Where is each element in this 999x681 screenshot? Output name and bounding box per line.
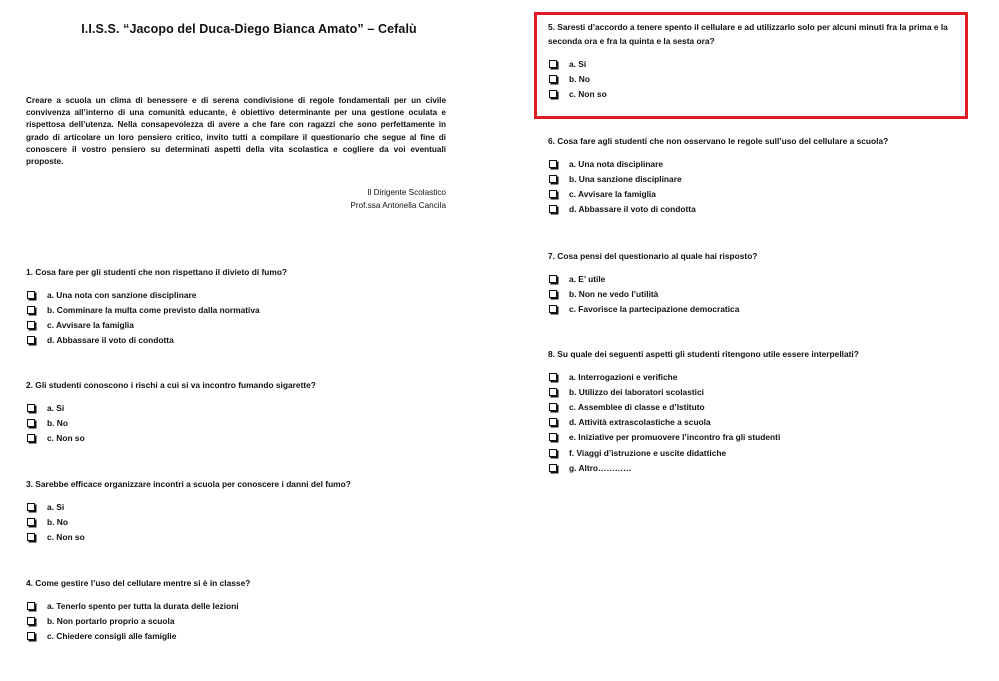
checkbox-icon[interactable]: [27, 291, 35, 299]
question-text: 3. Sarebbe efficace organizzare incontri a scuola per conoscere i danni del fumo?: [26, 479, 351, 489]
option[interactable]: [26, 302, 456, 317]
checkbox-icon[interactable]: [549, 403, 557, 411]
checkbox-icon[interactable]: [549, 75, 557, 83]
option[interactable]: [26, 613, 456, 628]
option-label: b. Non portarlo proprio a scuola: [47, 615, 175, 626]
question-1: [26, 265, 456, 348]
option-label: b. Comminare la multa come previsto dalla normativa: [47, 304, 260, 315]
option[interactable]: [548, 56, 960, 71]
checkbox-icon[interactable]: [549, 160, 557, 168]
option-label: a. Si: [569, 58, 587, 69]
question-text: 7. Cosa pensi del questionario al quale hai risposto?: [548, 251, 758, 261]
option-label: c. Avvisare la famiglia: [569, 188, 656, 199]
checkbox-icon[interactable]: [549, 464, 557, 472]
checkbox-icon[interactable]: [27, 518, 35, 526]
question-2: [26, 378, 456, 446]
checkbox-icon[interactable]: [549, 190, 557, 198]
checkbox-icon[interactable]: [549, 433, 557, 441]
option-label: c. Assemblee di classe e d’Istituto: [569, 401, 705, 412]
checkbox-icon[interactable]: [549, 175, 557, 183]
question-text: 8. Su quale dei seguenti aspetti gli studenti ritengono utile essere interpellati?: [548, 349, 859, 359]
intro-paragraph: Creare a scuola un clima di benessere e di serena condivisione di regole fondamentali per un civile convivenza all’interno di una comunità educante, è obiettivo determinante per una gestione oculata e rispettosa dell’utenza. Nella consapevolezza di avere a che fare con ragazzi che sono perfettamente in grado di articolare un loro pensiero critico, invito tutti a compilare il questionario che segue al fine di conoscere il vostro pensiero su determinati aspetti della vita scolastica e cogliere da voi eventuali proposte.: [26, 96, 446, 167]
checkbox-icon[interactable]: [549, 449, 557, 457]
checkbox-icon[interactable]: [27, 434, 35, 442]
option-label: a. Una nota con sanzione disciplinare: [47, 289, 197, 300]
option[interactable]: [548, 460, 978, 475]
question-text: 1. Cosa fare per gli studenti che non rispettano il divieto di fumo?: [26, 267, 288, 277]
signature-role: Il Dirigente Scolastico: [367, 188, 446, 197]
option-label: c. Favorisce la partecipazione democratica: [569, 303, 740, 314]
option[interactable]: [548, 86, 960, 101]
option-label: b. No: [47, 417, 68, 428]
option-label: d. Abbassare il voto di condotta: [47, 335, 174, 346]
option[interactable]: [548, 202, 978, 217]
option[interactable]: [548, 384, 978, 399]
option[interactable]: [548, 71, 960, 86]
question-text: 2. Gli studenti conoscono i rischi a cui si va incontro fumando sigarette?: [26, 380, 316, 390]
option[interactable]: [548, 171, 978, 186]
option-label: g. Altro…………: [569, 462, 632, 473]
option[interactable]: [26, 499, 456, 514]
checkbox-icon[interactable]: [549, 90, 557, 98]
option[interactable]: [26, 430, 456, 445]
option-label: b. Utilizzo dei laboratori scolastici: [569, 386, 704, 397]
option[interactable]: [548, 156, 978, 171]
option-label: c. Avvisare la famiglia: [47, 319, 134, 330]
checkbox-icon[interactable]: [27, 602, 35, 610]
option-label: d. Abbassare il voto di condotta: [569, 204, 696, 215]
option[interactable]: [26, 287, 456, 302]
option[interactable]: [548, 399, 978, 414]
option[interactable]: [26, 514, 456, 529]
question-text: 5. Saresti d’accordo a tenere spento il cellulare e ad utilizzarlo solo per alcuni minuti fra la prima e la seconda ora e fra la quinta e la sesta ora?: [548, 22, 948, 46]
option-label: a. Si: [47, 501, 65, 512]
checkbox-icon[interactable]: [27, 533, 35, 541]
checkbox-icon[interactable]: [27, 336, 35, 344]
question-3: [26, 477, 456, 545]
option-label: a. Una nota disciplinare: [569, 158, 664, 169]
option[interactable]: [26, 400, 456, 415]
option[interactable]: [26, 598, 456, 613]
option-label: a. Si: [47, 402, 65, 413]
option-label: a. Tenerlo spento per tutta la durata delle lezioni: [47, 600, 239, 611]
option-label: b. No: [47, 516, 68, 527]
checkbox-icon[interactable]: [549, 388, 557, 396]
checkbox-icon[interactable]: [27, 419, 35, 427]
option-label: a. Interrogazioni e verifiche: [569, 371, 678, 382]
option-label: c. Non so: [47, 531, 85, 542]
option[interactable]: [548, 415, 978, 430]
question-text: 4. Come gestire l’uso del cellulare mentre si è in classe?: [26, 578, 251, 588]
checkbox-icon[interactable]: [549, 205, 557, 213]
option-label: b. Una sanzione disciplinare: [569, 173, 682, 184]
checkbox-icon[interactable]: [27, 632, 35, 640]
option-label: c. Chiedere consigli alle famiglie: [47, 630, 177, 641]
question-5: [548, 20, 960, 102]
option-label: c. Non so: [47, 432, 85, 443]
option-label: a. E’ utile: [569, 273, 606, 284]
question-7: [548, 249, 978, 317]
option-label: c. Non so: [569, 88, 607, 99]
option[interactable]: [26, 529, 456, 544]
option[interactable]: [548, 186, 978, 201]
checkbox-icon[interactable]: [549, 275, 557, 283]
option[interactable]: [548, 301, 978, 316]
option-label: f. Viaggi d’istruzione e uscite didattiche: [569, 447, 727, 458]
option[interactable]: [548, 430, 978, 445]
question-6: [548, 134, 978, 217]
option[interactable]: [548, 271, 978, 286]
option[interactable]: [26, 628, 456, 643]
option-label: d. Attività extrascolastiche a scuola: [569, 417, 711, 428]
checkbox-icon[interactable]: [549, 60, 557, 68]
checkbox-icon[interactable]: [27, 404, 35, 412]
option[interactable]: [548, 445, 978, 460]
option[interactable]: [26, 333, 456, 348]
checkbox-icon[interactable]: [549, 373, 557, 381]
signature-block: [26, 187, 446, 212]
signature-name: Prof.ssa Antonella Cancila: [350, 200, 446, 210]
option[interactable]: [548, 369, 978, 384]
option-label: b. No: [569, 73, 590, 84]
question-4: [26, 576, 456, 644]
option[interactable]: [26, 415, 456, 430]
checkbox-icon[interactable]: [27, 321, 35, 329]
checkbox-icon[interactable]: [549, 305, 557, 313]
checkbox-icon[interactable]: [27, 306, 35, 314]
option[interactable]: [548, 286, 978, 301]
checkbox-icon[interactable]: [27, 503, 35, 511]
question-8: [548, 347, 978, 475]
option-label: b. Non ne vedo l’utilità: [569, 288, 659, 299]
option[interactable]: [26, 317, 456, 332]
document-title: I.I.S.S. “Jacopo del Duca-Diego Bianca Amato” – Cefalù: [81, 22, 417, 36]
checkbox-icon[interactable]: [27, 617, 35, 625]
question-text: 6. Cosa fare agli studenti che non osservano le regole sull’uso del cellulare a scuola?: [548, 136, 889, 146]
checkbox-icon[interactable]: [549, 290, 557, 298]
option-label: e. Iniziative per promuovere l’incontro fra gli studenti: [569, 432, 781, 443]
checkbox-icon[interactable]: [549, 418, 557, 426]
